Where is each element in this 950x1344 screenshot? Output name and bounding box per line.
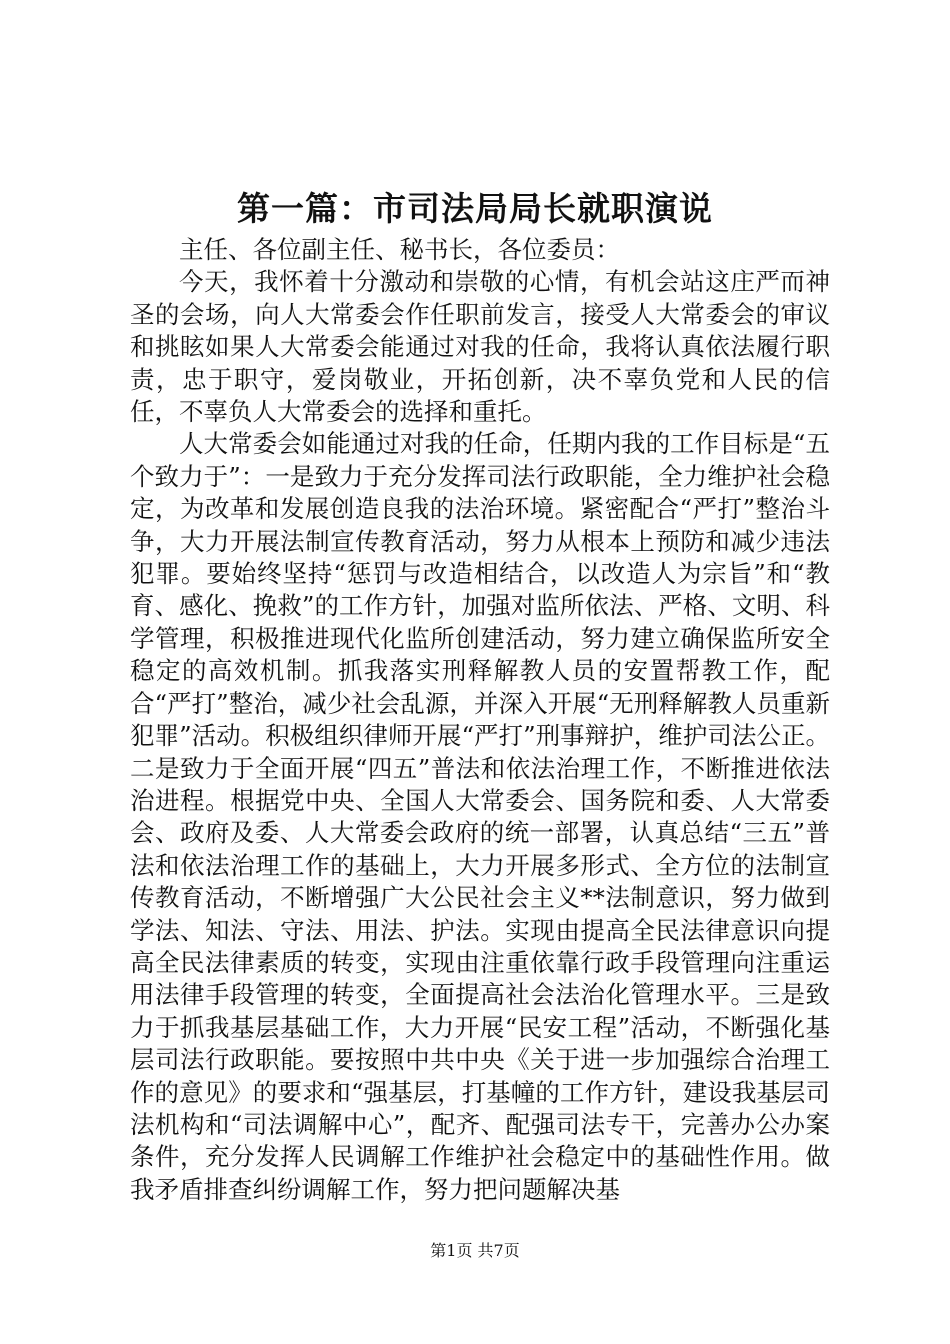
body-paragraph: 人大常委会如能通过对我的任命，任期内我的工作目标是“五个致力于”：一是致力于充分发挥司法行政职能，全力维护社会稳定，为改革和发展创造良我的法治环境。紧密配合“严打”整治斗争，大力开展法制宣传教育活动，努力从根本上预防和减少违法犯罪。要始终坚持“惩罚与改造相结合，以改造人为宗旨”和“教育、感化、挽救”的工作方针，加强对监所依法、严格、文明、科学管理，积极推进现代化监所创建活动，努力建立确保监所安全稳定的高效机制。抓我落实刑释解教人员的安置帮教工作，配合“严打”整治，减少社会乱源，并深入开展“无刑释解教人员重新犯罪”活动。积极组织律师开展“严打”刑事辩护，维护司法公正。二是致力于全面开展“四五”普法和依法治理工作，不断推进依法治进程。根据党中央、全国人大常委会、国务院和委、人大常委会、政府及委、人大常委会政府的统一部署，认真总结“三五”普法和依法治理工作的基础上，大力开展多形式、全方位的法制宣传教育活动，不断增强广大公民社会主义**法制意识，努力做到学法、知法、守法、用法、护法。实现由提高全民法律意识向提高全民法律素质的转变，实现由注重依靠行政手段管理向注重运用法律手段管理的转变，全面提高社会法治化管理水平。三是致力于抓我基层基础工作，大力开展“民安工程”活动，不断强化基层司法行政职能。要按照中共中央《关于进一步加强综合治理工作的意见》的要求和“强基层，打基幢的工作方针，建设我基层司法机构和“司法调解中心”，配齐、配强司法专干，完善办公办案条件，充分发挥人民调解工作维护社会稳定中的基础性作用。做我矛盾排查纠纷调解工作，努力把问题解决基 — [130, 429, 830, 1204]
salutation-paragraph: 主任、各位副主任、秘书长，各位委员： — [179, 235, 620, 264]
body-paragraph: 今天，我怀着十分激动和崇敬的心情，有机会站这庄严而神圣的会场，向人大常委会作任职前发言，接受人大常委会的审议和挑眩如果人大常委会能通过对我的任命，我将认真依法履行职责，忠于职守，爱岗敬业，开拓创新，决不辜负党和人民的信任，不辜负人大常委会的选择和重托。 — [130, 267, 830, 427]
page-number: 第1页 共7页 — [430, 1241, 520, 1260]
document-body — [130, 234, 830, 1206]
document-title: 第一篇：市司法局局长就职演说 — [237, 189, 713, 228]
